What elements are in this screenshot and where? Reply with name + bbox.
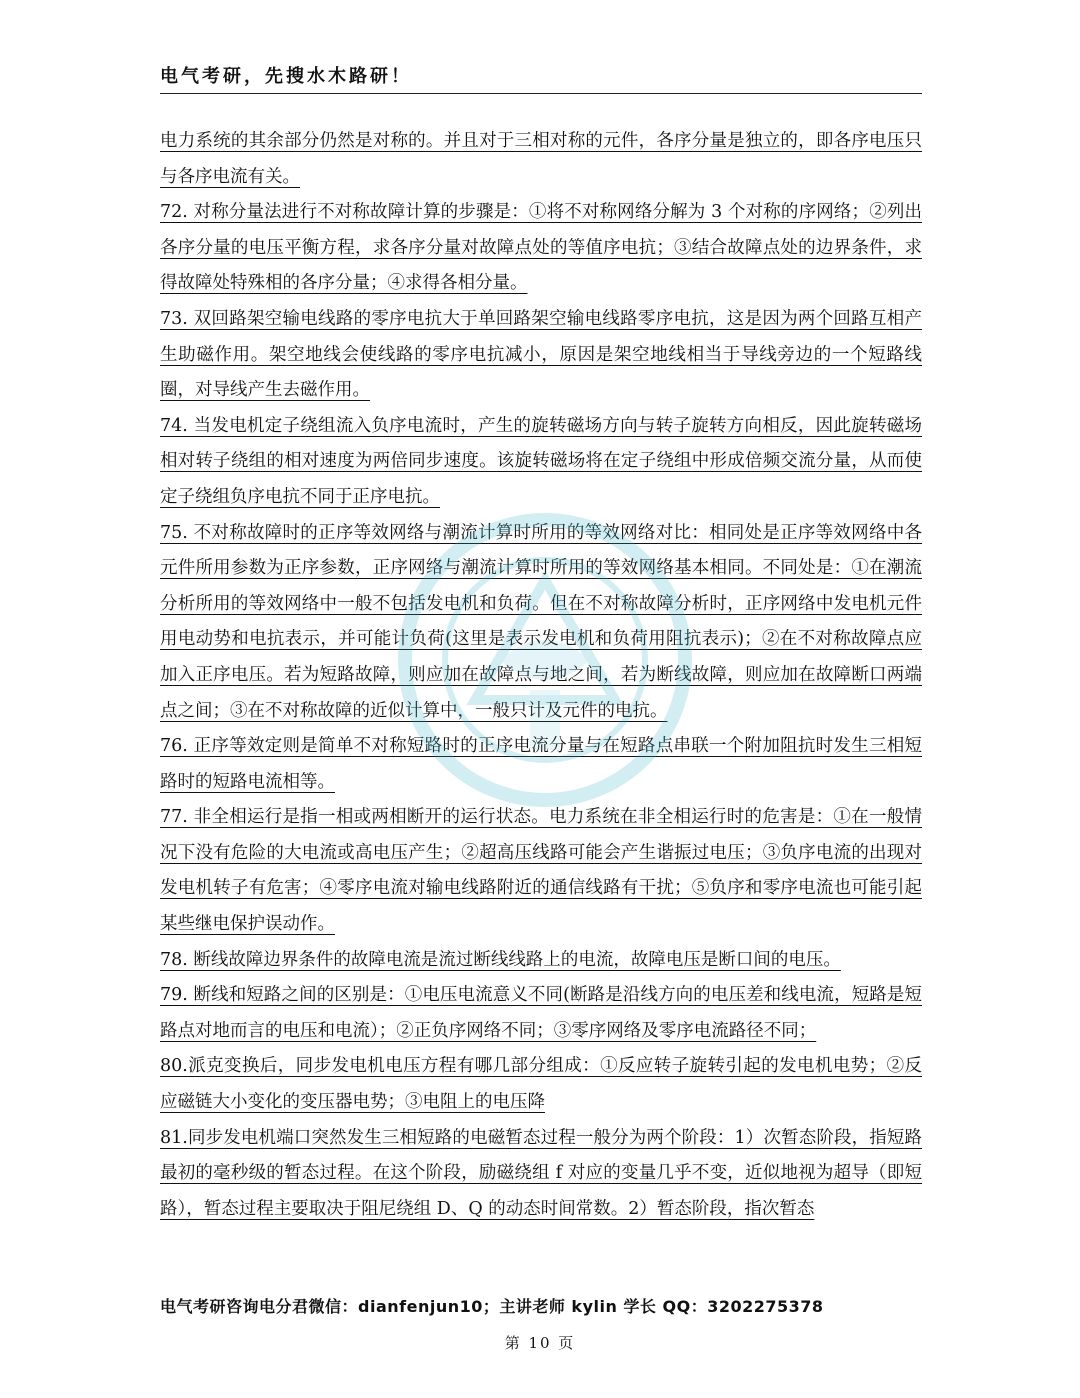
paragraph: 81.同步发电机端口突然发生三相短路的电磁暂态过程一般分为两个阶段：1）次暂态阶段，指短路最初的毫秒级的暂态过程。在这个阶段，励磁绕组 f 对应的变量几乎不变，近似地视为超导（即短路），暂态过程主要取决于阻尼绕组 D、Q 的动态时间常数。2）暂态阶段，指次暂态 xyxy=(160,1127,922,1219)
body-text xyxy=(160,124,922,1227)
page-header: 电气考研，先搜水木路研！ xyxy=(160,66,412,87)
paragraph: 80.派克变换后，同步发电机电压方程有哪几部分组成：①反应转子旋转引起的发电机电势；②反应磁链大小变化的变压器电势；③电阻上的电压降 xyxy=(160,1056,922,1113)
paragraph: 75. 不对称故障时的正序等效网络与潮流计算时所用的等效网络对比：相同处是正序等效网络中各元件所用参数为正序参数，正序网络与潮流计算时所用的等效网络基本相同。不同处是：①在潮流分析所用的等效网络中一般不包括发电机和负荷。但在不对称故障分析时，正序网络中发电机元件用电动势和电抗表示，并可能计负荷(这里是表示发电机和负荷用阻抗表示)；②在不对称故障点应加入正序电压。若为短路故障，则应加在故障点与地之间，若为断线故障，则应加在故障断口两端点之间；③在不对称故障的近似计算中，一般只计及元件的电抗。 xyxy=(160,522,922,721)
header-divider xyxy=(160,93,922,94)
paragraph: 72. 对称分量法进行不对称故障计算的步骤是：①将不对称网络分解为 3 个对称的序网络；②列出各序分量的电压平衡方程，求各序分量对故障点处的等值序电抗；③结合故障点处的边界条件，求得故障处特殊相的各序分量；④求得各相分量。 xyxy=(160,202,922,294)
page-footer: 电气考研咨询电分君微信：dianfenjun10；主讲老师 kylin 学长 QQ：3202275378 xyxy=(160,1297,824,1316)
paragraph: 73. 双回路架空输电线路的零序电抗大于单回路架空输电线路零序电抗，这是因为两个回路互相产生助磁作用。架空地线会使线路的零序电抗减小，原因是架空地线相当于导线旁边的一个短路线圈，对导线产生去磁作用。 xyxy=(160,308,922,401)
paragraph: 76. 正序等效定则是简单不对称短路时的正序电流分量与在短路点串联一个附加阻抗时发生三相短路时的短路电流相等。 xyxy=(160,736,922,792)
paragraph: 77. 非全相运行是指一相或两相断开的运行状态。电力系统在非全相运行时的危害是：①在一般情况下没有危险的大电流或高电压产生；②超高压线路可能会产生谐振过电压；③负序电流的出现对发电机转子有危害；④零序电流对输电线路附近的通信线路有干扰；⑤负序和零序电流也可能引起某些继电保护误动作。 xyxy=(160,807,922,935)
page-number: 第 10 页 xyxy=(504,1334,576,1352)
paragraph: 电力系统的其余部分仍然是对称的。并且对于三相对称的元件，各序分量是独立的，即各序电压只与各序电流有关。 xyxy=(160,131,922,187)
paragraph: 74. 当发电机定子绕组流入负序电流时，产生的旋转磁场方向与转子旋转方向相反，因此旋转磁场相对转子绕组的相对速度为两倍同步速度。该旋转磁场将在定子绕组中形成倍频交流分量，从而使定子绕组负序电抗不同于正序电抗。 xyxy=(160,415,922,507)
paragraph: 78. 断线故障边界条件的故障电流是流过断线线路上的电流，故障电压是断口间的电压。 xyxy=(160,949,841,970)
paragraph: 79. 断线和短路之间的区别是：①电压电流意义不同(断路是沿线方向的电压差和线电流，短路是短路点对地而言的电压和电流）；②正负序网络不同；③零序网络及零序电流路径不同； xyxy=(160,985,922,1041)
